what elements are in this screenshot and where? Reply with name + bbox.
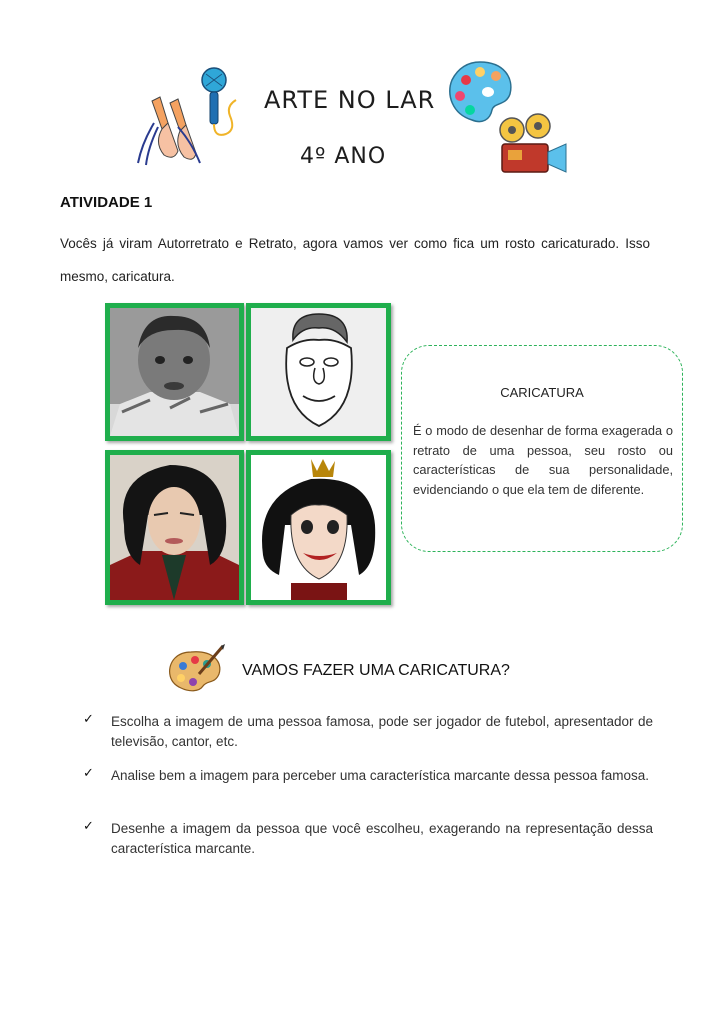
portrait-photo-man	[105, 303, 244, 441]
checkmark-icon: ✓	[83, 765, 94, 780]
step-item: Escolha a imagem de uma pessoa famosa, pode ser jogador de futebol, apresentador de televisão, cantor, etc.	[111, 714, 653, 749]
activity-intro: Vocês já viram Autorretrato e Retrato, agora vamos ver como fica um rosto caricaturado. Isso mesmo, caricatura.	[60, 236, 650, 284]
checkmark-icon: ✓	[83, 711, 94, 726]
caricature-drawing-singer	[246, 450, 391, 605]
definition-text: É o modo de desenhar de forma exagerada o retrato de uma pessoa, seu rosto ou características de sua personalidade, evidenciando o que ela tem de diferente.	[413, 423, 673, 497]
caricature-drawing-man	[246, 303, 391, 441]
page-title: ARTE NO LAR	[264, 86, 436, 114]
section-heading: VAMOS FAZER UMA CARICATURA?	[242, 662, 510, 679]
ballet-shoes-icon	[134, 93, 204, 168]
activity-heading: ATIVIDADE 1	[60, 194, 153, 211]
checkmark-icon: ✓	[83, 818, 94, 833]
step-item: Analise bem a imagem para perceber uma característica marcante dessa pessoa famosa.	[111, 768, 650, 783]
step-item: Desenhe a imagem da pessoa que você escolheu, exagerando na representação dessa característica marcante.	[111, 821, 653, 856]
film-camera-icon	[494, 112, 570, 182]
grade-label: 4º ANO	[300, 144, 387, 169]
portrait-photo-singer	[105, 450, 244, 605]
definition-title: CARICATURA	[500, 385, 584, 400]
paint-palette-brush-icon	[165, 644, 225, 694]
microphone-icon	[196, 66, 240, 144]
